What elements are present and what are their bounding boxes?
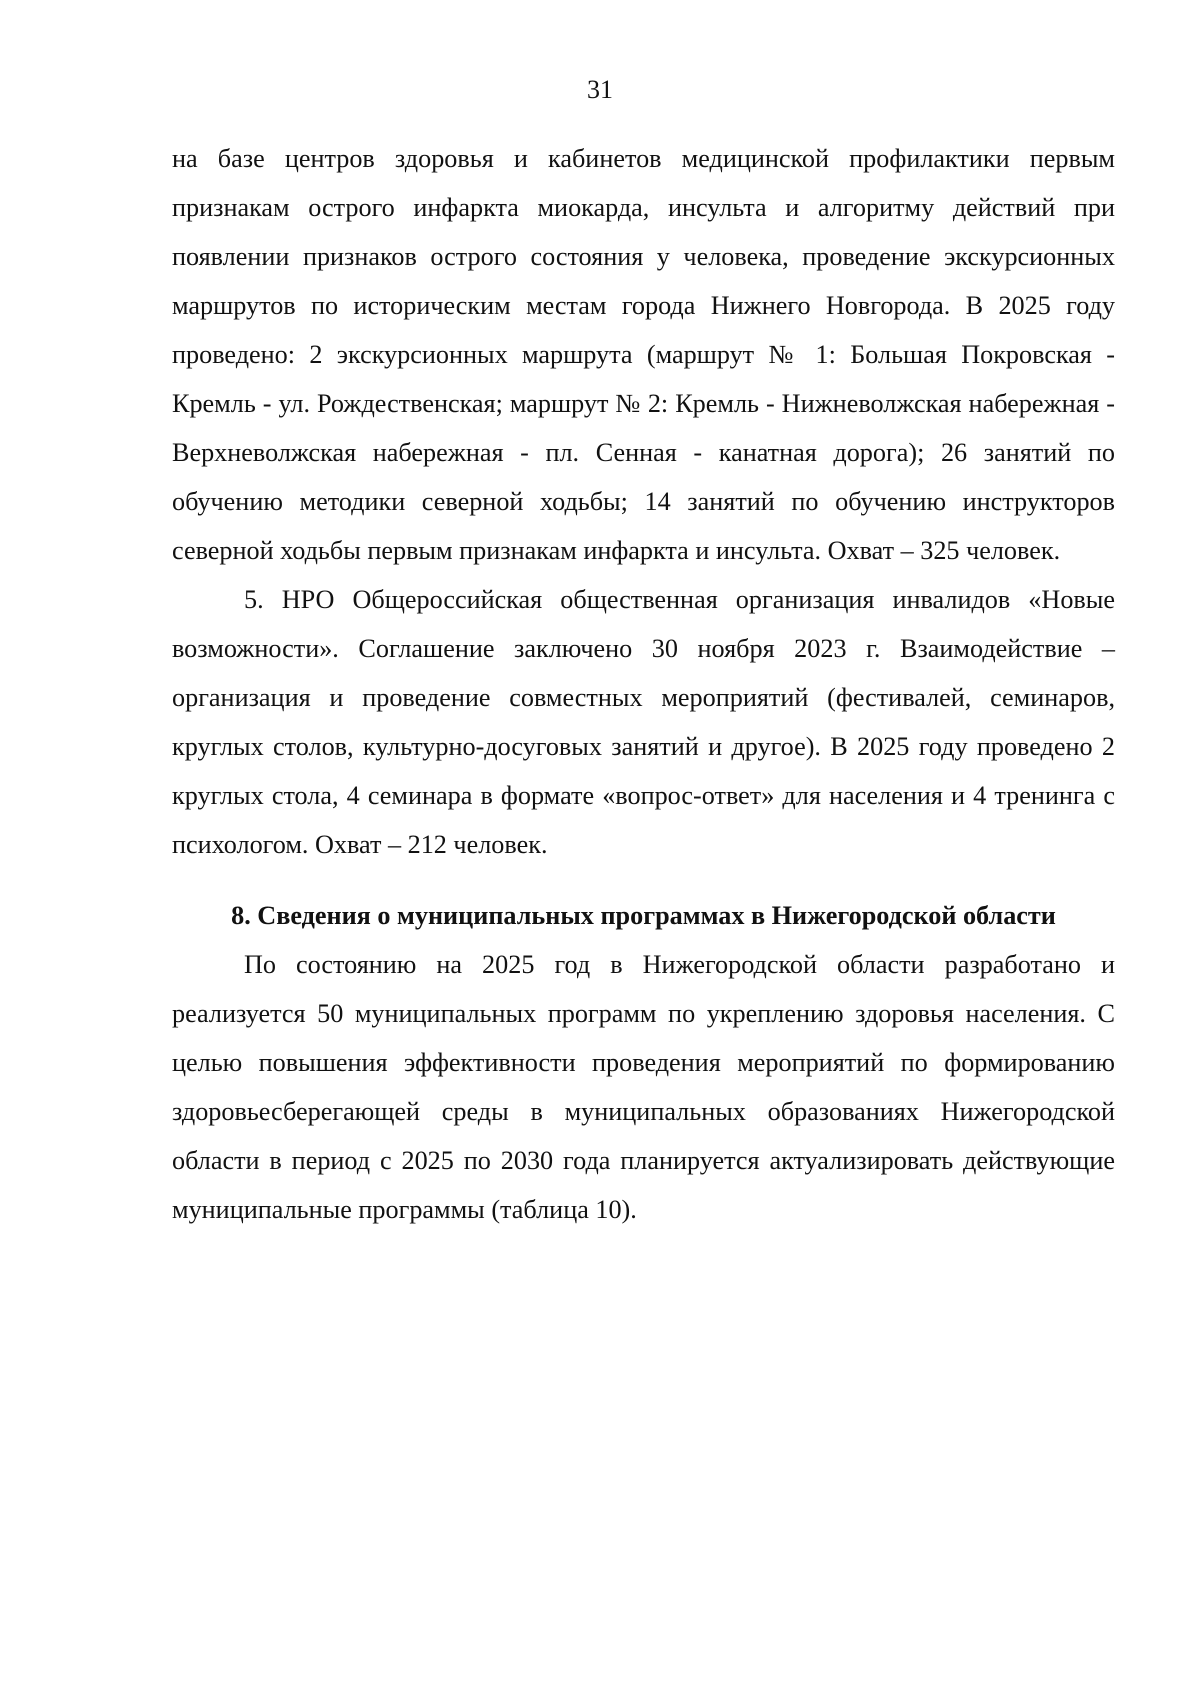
section-paragraph: По состоянию на 2025 год в Нижегородской области разработано и реализуется 50 муниципальных программ по укреплению здоровья населения. С целью повышения эффективности проведения мероприятий по формированию здоровьесберегающей среды в муниципальных образованиях Нижегородской области в период с 2025 по 2030 года планируется актуализировать действующие муниципальные программы (таблица 10). <box>172 950 1115 1224</box>
section-heading: 8. Сведения о муниципальных программах в Нижегородской области <box>231 901 1056 930</box>
page-number: 31 <box>587 75 613 104</box>
paragraph-continuation: на базе центров здоровья и кабинетов медицинской профилактики первым признакам острого инфаркта миокарда, инсульта и алгоритму действий при появлении признаков острого состояния у человека, проведение экскурсионных маршрутов по историческим местам города Нижнего Новгорода. В 2025 году проведено: 2 экскурсионных маршрута (маршрут № 1: Большая Покровская ‑ Кремль ‑ ул. Рождественская; маршрут № 2: Кремль ‑ Нижневолжская набережная ‑ Верхневолжская набережная ‑ пл. Сенная ‑ канатная дорога); 26 занятий по обучению методики северной ходьбы; 14 занятий по обучению инструкторов северной ходьбы первым признакам инфаркта и инсульта. Охват – 325 человек. <box>172 144 1115 565</box>
paragraph-item-5: 5. НРО Общероссийская общественная организация инвалидов «Новые возможности». Соглашение заключено 30 ноября 2023 г. Взаимодействие – организация и проведение совместных мероприятий (фестивалей, семинаров, круглых столов, культурно-досуговых занятий и другое). В 2025 году проведено 2 круглых стола, 4 семинара в формате «вопрос-ответ» для населения и 4 тренинга с психологом. Охват – 212 человек. <box>172 585 1115 859</box>
page-body <box>172 134 1115 1234</box>
